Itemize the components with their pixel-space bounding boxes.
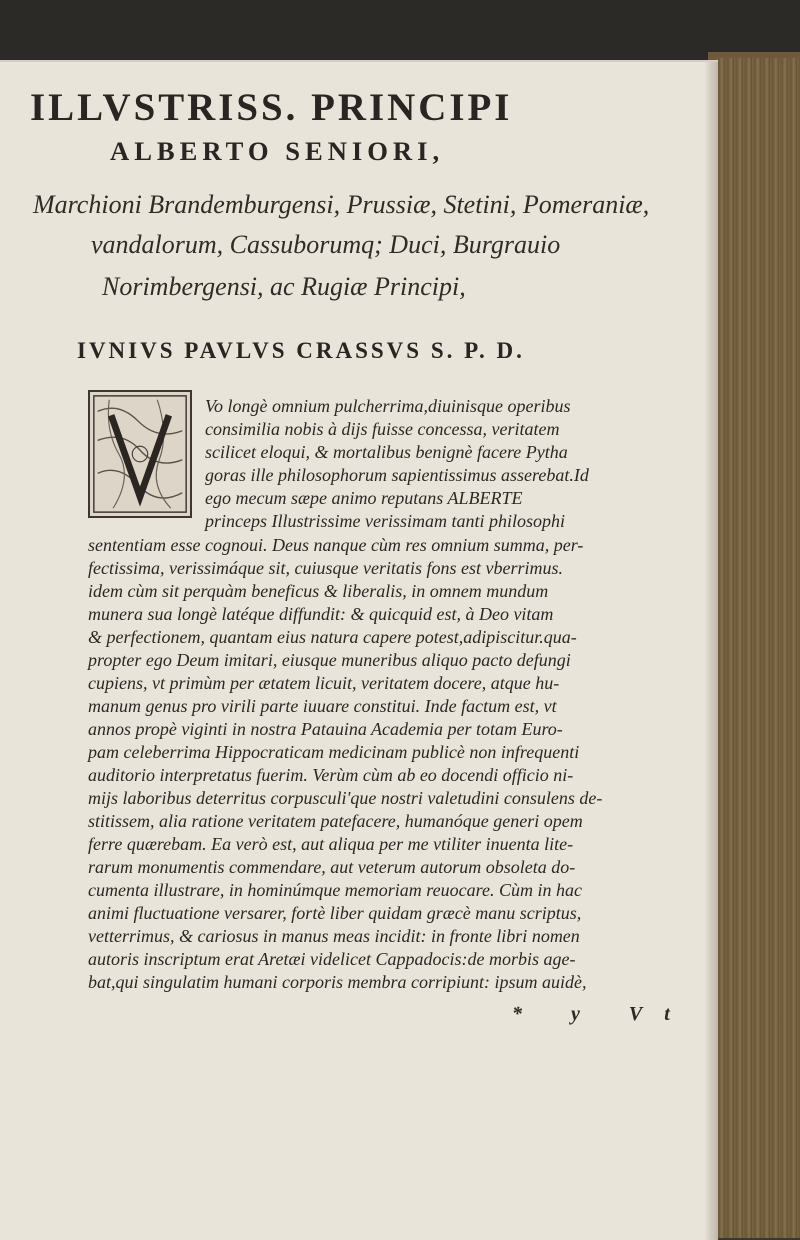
catchword-signature: * y Vt [512, 1003, 692, 1025]
body-line-21: rarum monumentis commendare, aut veterum autorum obsoleta do- [88, 857, 576, 877]
body-line-15: annos propè viginti in nostra Patauina Academia per totam Euro- [88, 719, 563, 739]
decorated-initial-v-icon [88, 390, 192, 518]
body-line-17: auditorio interpretatus fuerim. Verùm cùm ab eo docendi officio ni- [88, 765, 574, 785]
body-line-5: ego mecum sæpe animo reputans ALBERTE [205, 488, 523, 508]
dedicatee-titles-line-1: Marchioni Brandemburgensi, Prussiæ, Stetini, Pomeraniæ, [33, 190, 650, 219]
page-gutter-shadow [704, 62, 718, 1240]
body-line-25: autoris inscriptum erat Aretæi videlicet Cappadocis:de morbis age- [88, 949, 576, 969]
body-line-11: & perfectionem, quantam eius natura capere potest,adipiscitur.qua- [88, 627, 577, 647]
scan-background-top [0, 0, 800, 62]
body-line-2: consimilia nobis à dijs fuisse concessa, veritatem [205, 419, 560, 439]
body-line-23: animi fluctuatione versarer, fortè liber quidam græcè manu scriptus, [88, 903, 582, 923]
body-line-3: scilicet eloqui, & mortalibus benignè facere Pytha [205, 442, 568, 462]
body-line-9: idem cùm sit perquàm beneficus & liberalis, in omnem mundum [88, 581, 549, 601]
body-line-19: stitissem, alia ratione veritatem patefacere, humanóque generi opem [88, 811, 583, 831]
body-line-12: propter ego Deum imitari, eiusque muneribus aliquo pacto defungi [88, 650, 571, 670]
body-line-1: Vo longè omnium pulcherrima,diuinisque operibus [205, 396, 571, 416]
dedicatee-titles-line-2: vandalorum, Cassuborumq; Duci, Burgrauio [91, 230, 561, 259]
body-line-6: princeps Illustrissime verissimam tanti philosophi [205, 511, 565, 531]
body-line-4: goras ille philosophorum sapientissimus asserebat.Id [205, 465, 589, 485]
body-line-24: vetterrimus, & cariosus in manus meas incidit: in fronte libri nomen [88, 926, 580, 946]
dedication-title-line-1: ILLVSTRISS. PRINCIPI [30, 86, 513, 129]
body-line-7: sententiam esse cognoui. Deus nanque cùm res omnium summa, per- [88, 535, 584, 555]
body-line-8: fectissima, verissimáque sit, cuiusque veritatis fons est vberrimus. [88, 558, 563, 578]
dedication-title-line-2: ALBERTO SENIORI, [110, 136, 445, 166]
body-line-16: pam celeberrima Hippocraticam medicinam publicè non infrequenti [88, 742, 580, 762]
body-line-20: ferre quærebam. Ea verò est, aut aliqua per me vtiliter inuenta lite- [88, 834, 574, 854]
body-line-26: bat,qui singulatim humani corporis membra corripiunt: ipsum auidè, [88, 972, 587, 992]
body-line-10: munera sua longè latéque diffundit: & quicquid est, à Deo vitam [88, 604, 554, 624]
body-line-18: mijs laboribus deterritus corpusculi'que nostri valetudini consulens de- [88, 788, 603, 808]
dedicatee-titles-line-3: Norimbergensi, ac Rugiæ Principi, [102, 272, 466, 301]
body-line-13: cupiens, vt primùm per ætatem licuit, veritatem docere, atque hu- [88, 673, 560, 693]
body-line-22: cumenta illustrare, in hominúmque memoriam reuocare. Cùm in hac [88, 880, 582, 900]
book-page-edges [716, 58, 800, 1238]
body-line-14: manum genus pro virili parte iuuare constitui. Inde factum est, vt [88, 696, 557, 716]
author-salutation: IVNIVS PAVLVS CRASSVS S. P. D. [77, 338, 525, 363]
